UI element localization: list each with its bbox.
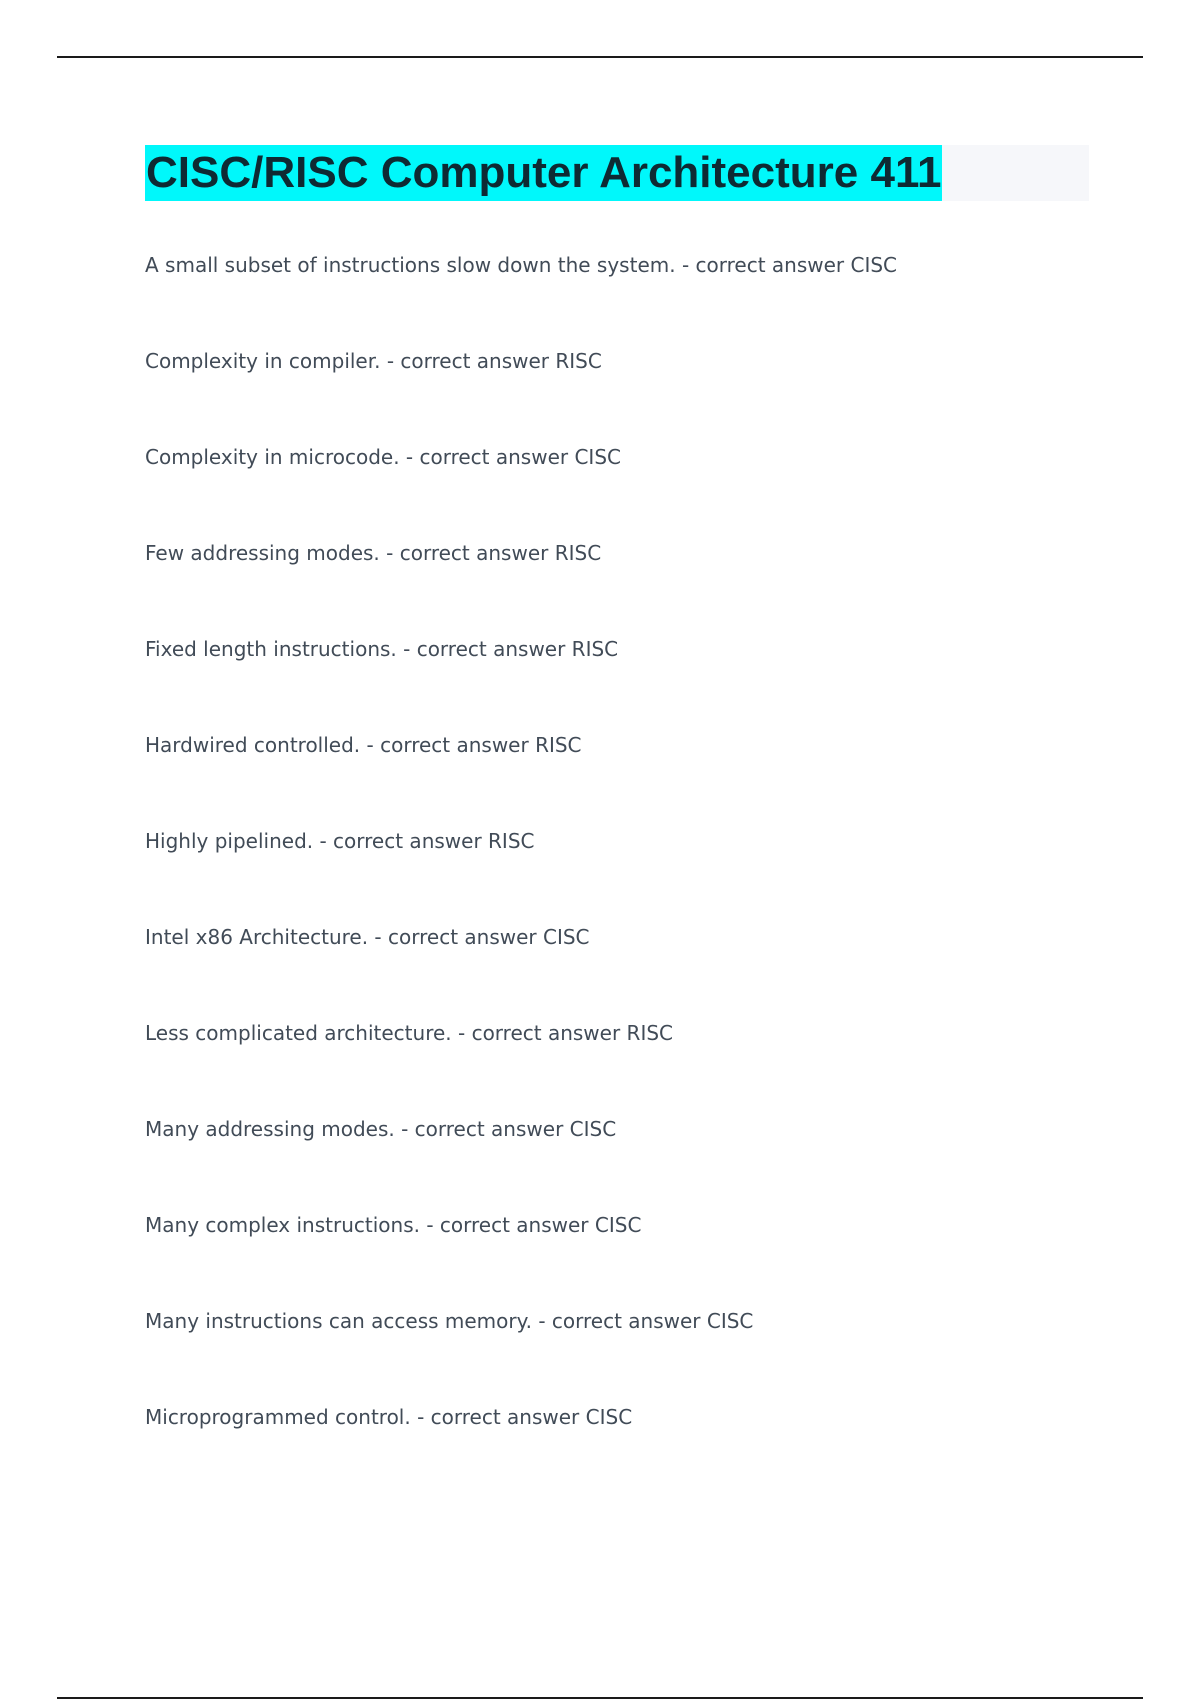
- list-item: Many complex instructions. - correct answer CISC: [145, 1213, 642, 1237]
- qa-list: [145, 248, 1145, 1496]
- list-item: Complexity in compiler. - correct answer RISC: [145, 349, 602, 373]
- top-divider: [57, 56, 1143, 58]
- list-item: Many instructions can access memory. - correct answer CISC: [145, 1309, 754, 1333]
- title-bar: [145, 145, 1089, 201]
- bottom-divider: [57, 1697, 1143, 1699]
- list-item: Complexity in microcode. - correct answer CISC: [145, 445, 621, 469]
- list-item: Hardwired controlled. - correct answer RISC: [145, 733, 582, 757]
- document-title: CISC/RISC Computer Architecture 411: [145, 145, 942, 201]
- list-item: Intel x86 Architecture. - correct answer CISC: [145, 925, 590, 949]
- list-item: Microprogrammed control. - correct answer CISC: [145, 1405, 633, 1429]
- list-item: Fixed length instructions. - correct answer RISC: [145, 637, 619, 661]
- list-item: A small subset of instructions slow down the system. - correct answer CISC: [145, 253, 898, 277]
- list-item: Few addressing modes. - correct answer RISC: [145, 541, 602, 565]
- list-item: Less complicated architecture. - correct answer RISC: [145, 1021, 674, 1045]
- list-item: Highly pipelined. - correct answer RISC: [145, 829, 535, 853]
- list-item: Many addressing modes. - correct answer CISC: [145, 1117, 617, 1141]
